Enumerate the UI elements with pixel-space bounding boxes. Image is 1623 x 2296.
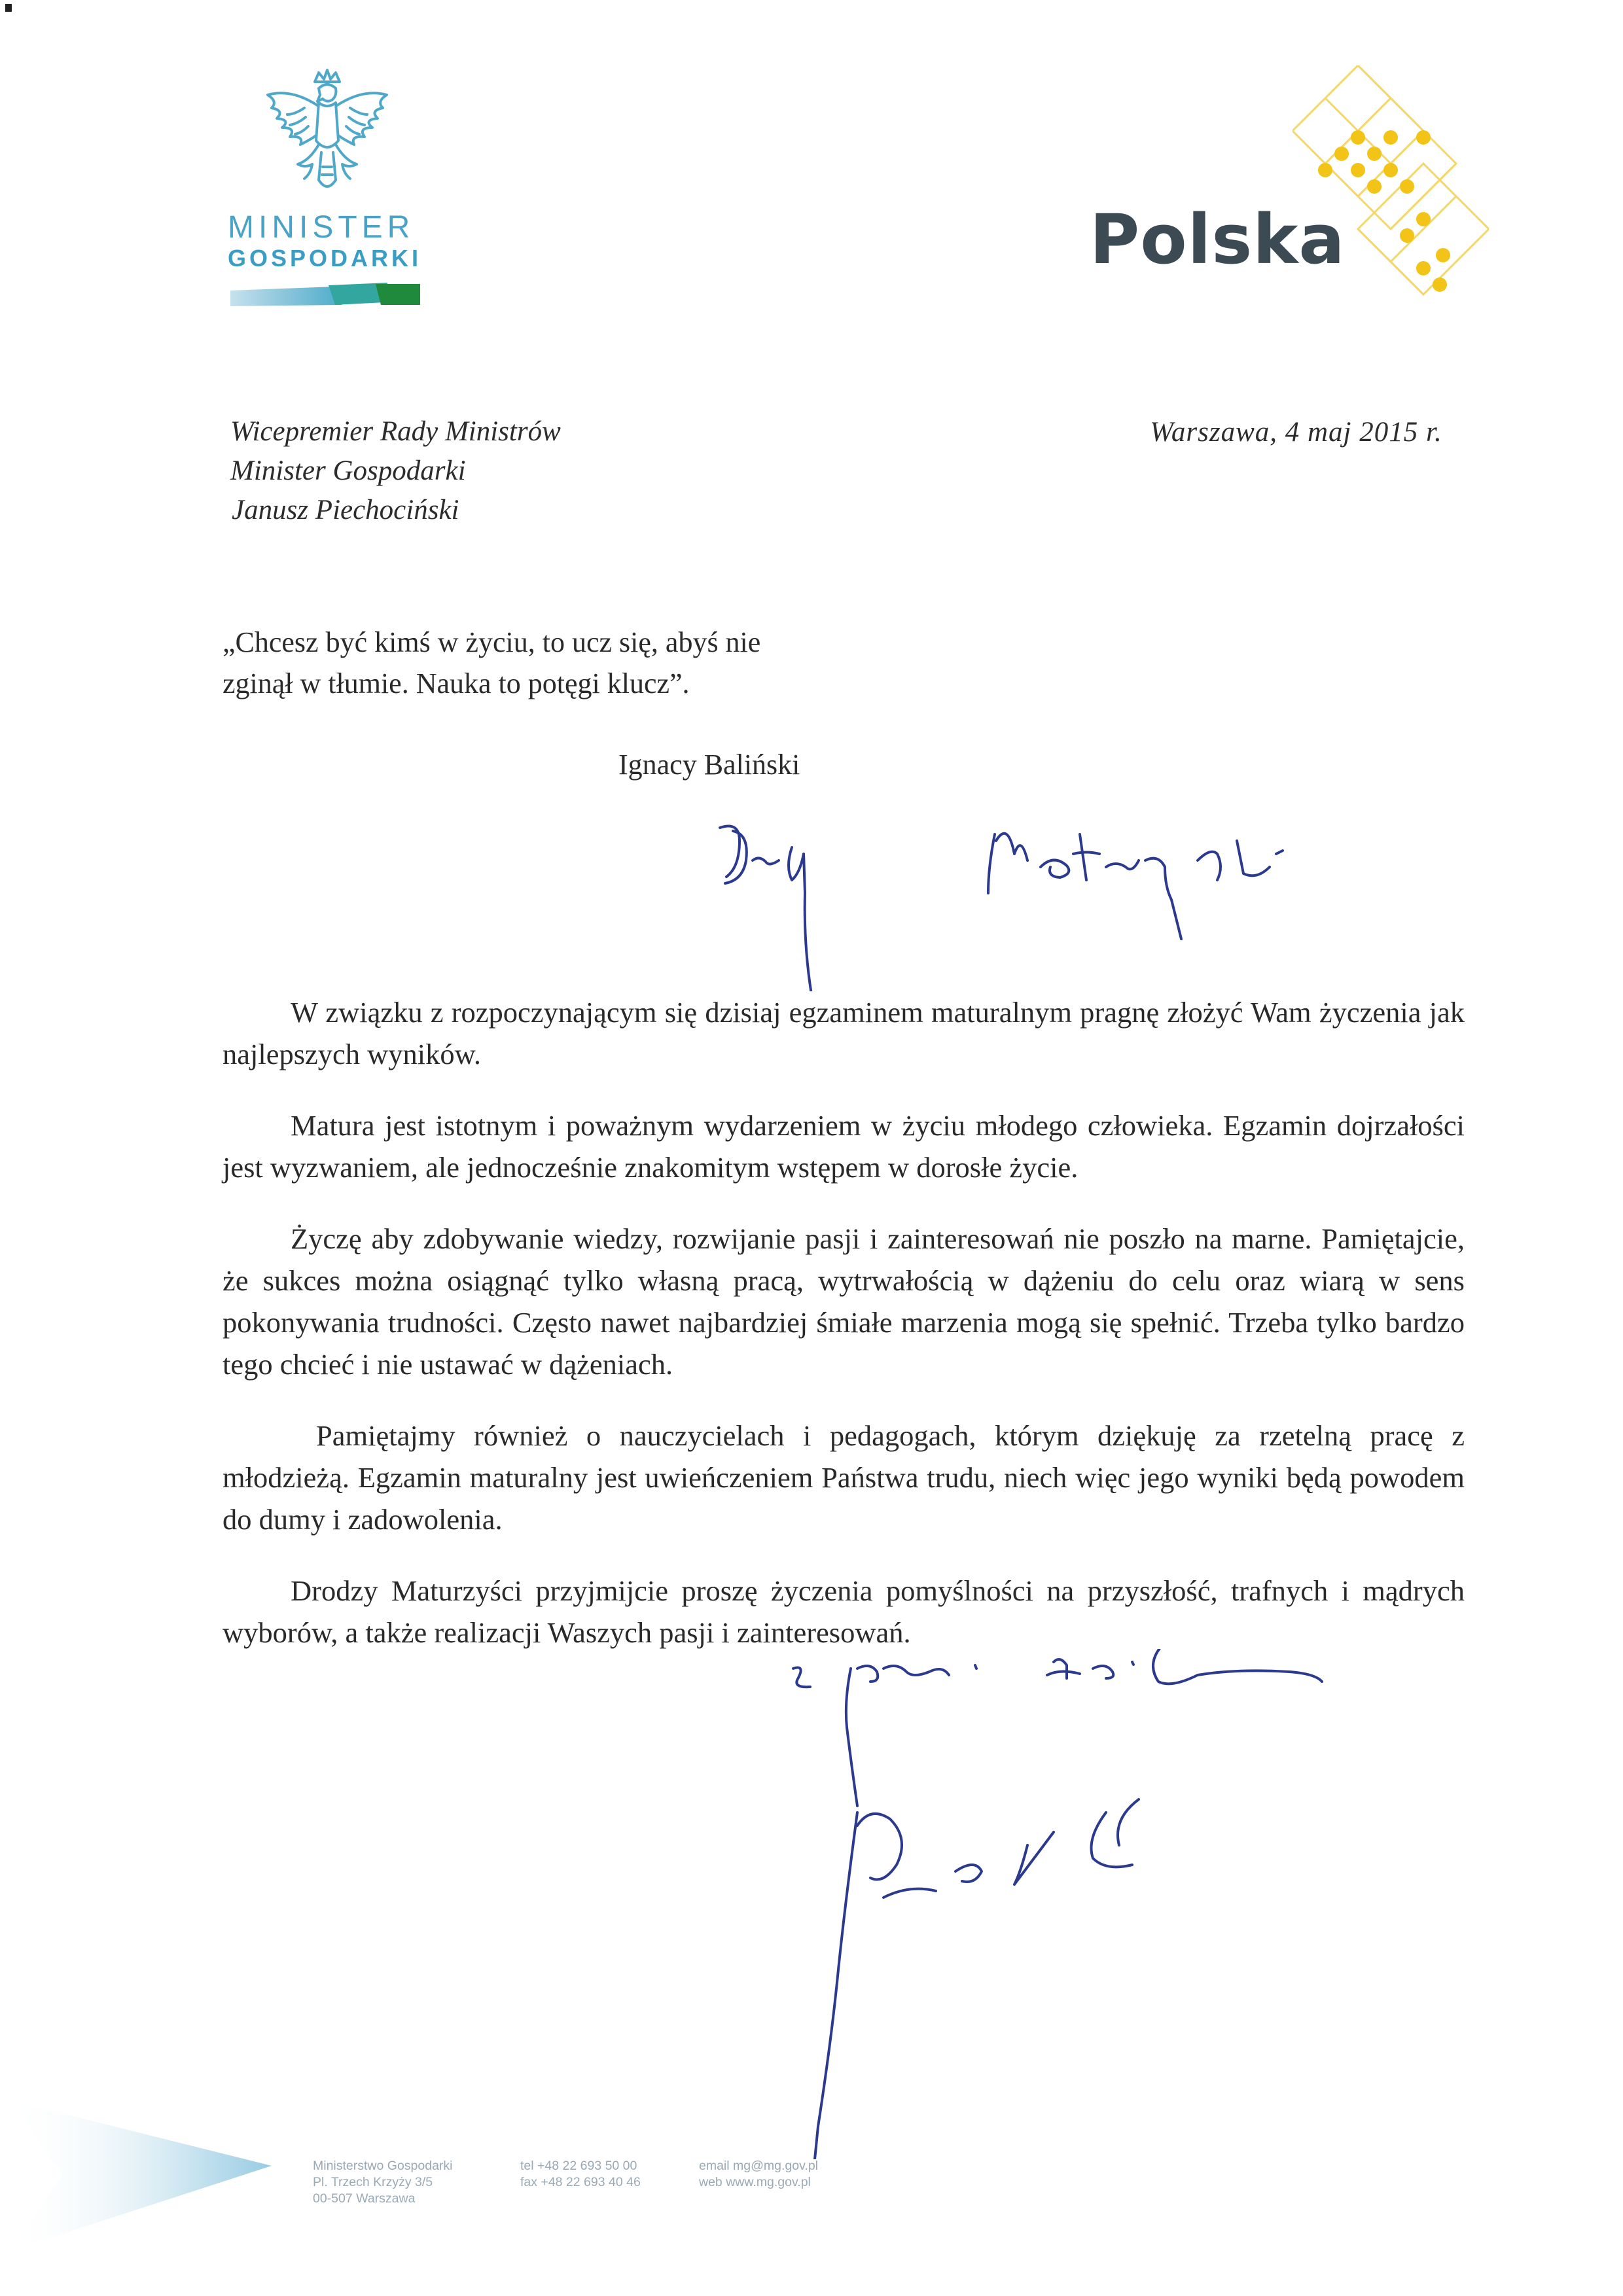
handwritten-signature (779, 1649, 1531, 2159)
sender-block (230, 412, 561, 530)
footer-address (313, 2158, 453, 2207)
footer-phones (520, 2158, 641, 2191)
quote-text: „Chcesz być kimś w życiu, to ucz się, abyś nie zginął w tłumie. Nauka to potęgi klucz”. (223, 626, 761, 699)
body-paragraph: Życzę aby zdobywanie wiedzy, rozwijanie pasji i zainteresowań nie poszło na marne. Pamiętajcie, że sukces można osiągnąć tylko własną pracą, wytrwałością w dążeniu do celu oraz wiarą w sens pokonywania trudności. Często nawet najbardziej śmiałe marzenia mogą się spełnić. Trzeba tylko bardzo tego chcieć i nie ustawać w dążeniach. (223, 1222, 1465, 1381)
ministry-logo-line1: MINISTER (228, 210, 415, 245)
footer-city: 00-507 Warszawa (313, 2191, 416, 2206)
footer-arrow-icon (10, 2087, 285, 2257)
ministry-logo (228, 211, 424, 272)
body-paragraph: Matura jest istotnym i poważnym wydarzeniem w życiu młodego człowieka. Egzamin dojrzałości jest wyzwaniem, ale jednocześnie znakomitym wstępem w dorosłe życie. (223, 1109, 1465, 1184)
footer-contact (699, 2158, 818, 2191)
footer-fax: fax +48 22 693 40 46 (520, 2175, 641, 2189)
sender-position: Minister Gospodarki (230, 455, 466, 486)
scan-mark (5, 4, 12, 12)
body-paragraph: Pamiętajmy również o nauczycielach i pedagogach, którym dziękuję za rzetelną pracę z młodzieżą. Egzamin maturalny jest uwieńczeniem Państwa trudu, niech więc jego wyniki będą powodem do dumy i zadowolenia. (223, 1419, 1465, 1536)
footer-web[interactable]: web www.mg.gov.pl (699, 2175, 811, 2189)
sender-name: Janusz Piechociński (232, 495, 459, 525)
ministry-logo-line2: GOSPODARKI (228, 245, 422, 272)
white-eagle-emblem-icon (259, 62, 396, 213)
letter-body (223, 991, 1465, 1683)
handwritten-greeting (713, 815, 1427, 991)
body-paragraph: W związku z rozpoczynającym się dzisiaj egzaminem maturalnym pragnę złożyć Wam życzenia jak najlepszych wyników. (223, 996, 1465, 1070)
footer-street: Pl. Trzech Krzyży 3/5 (313, 2175, 433, 2189)
sender-title: Wicepremier Rady Ministrów (230, 416, 561, 447)
body-paragraph: Drodzy Maturzyści przyjmijcie proszę życzenia pomyślności na przyszłość, trafnych i mądrych wyborów, a także realizacji Waszych pasji i zainteresowań. (223, 1574, 1465, 1649)
footer-tel: tel +48 22 693 50 00 (520, 2159, 637, 2173)
quote-author: Ignacy Baliński (618, 749, 800, 781)
polska-logo: Polska (1090, 200, 1346, 279)
polska-ornament-icon (1293, 65, 1489, 327)
footer-email[interactable]: email mg@mg.gov.pl (699, 2159, 818, 2173)
letter-date: Warszawa, 4 maj 2015 r. (1150, 417, 1442, 448)
footer-org: Ministerstwo Gospodarki (313, 2159, 453, 2173)
ministry-color-bar (230, 283, 420, 308)
